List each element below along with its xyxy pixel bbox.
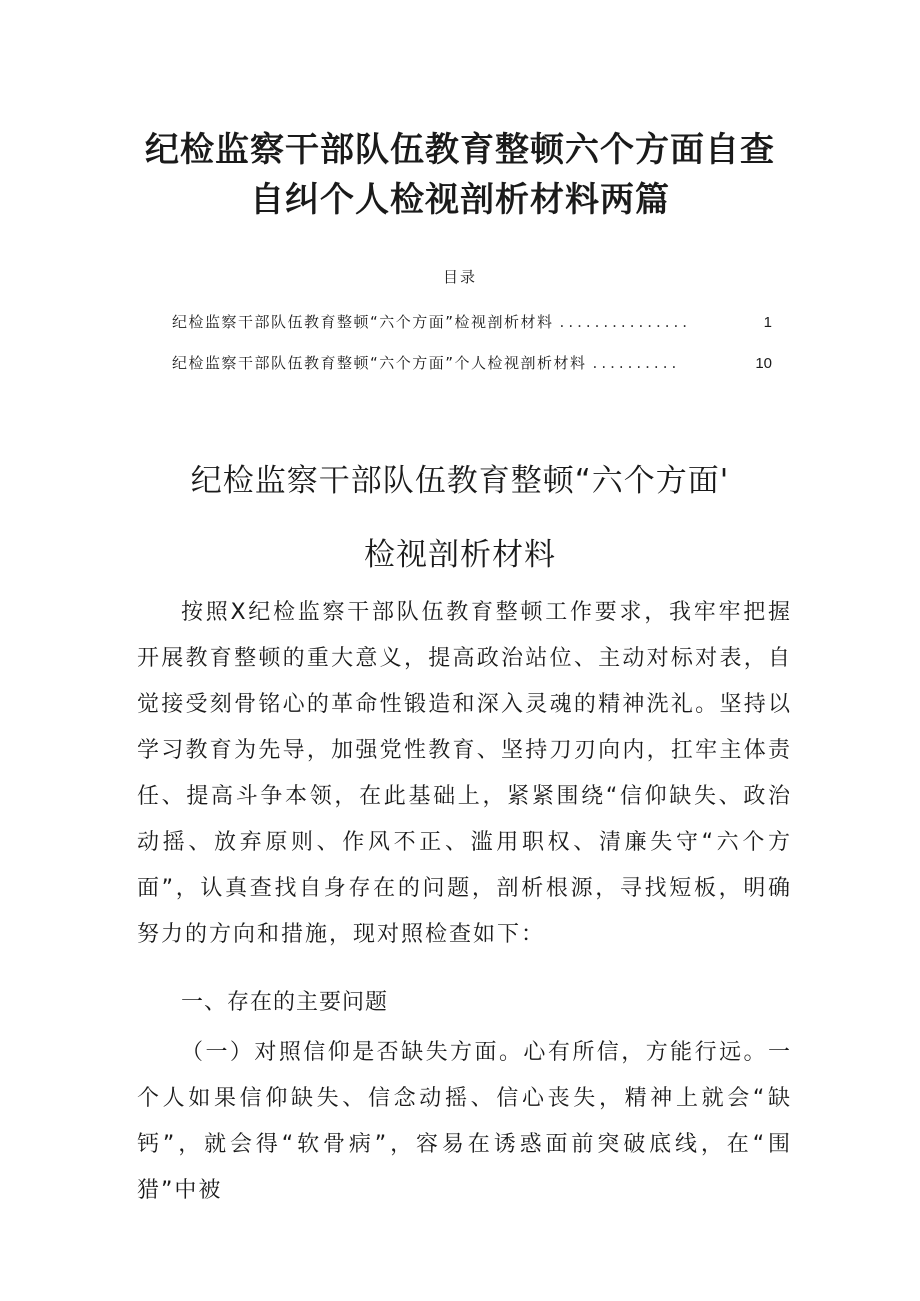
document-title-line1: 纪检监察干部队伍教育整顿六个方面自查 — [145, 130, 775, 170]
toc-heading: 目录 — [442, 268, 477, 286]
document-title-line2: 自纠个人检视剖析材料两篇 — [250, 180, 670, 220]
section-title-line1: 纪检监察干部队伍教育整顿“六个方面' — [190, 463, 730, 499]
intro-paragraph: 按照X纪检监察干部队伍教育整顿工作要求，我牢牢把握开展教育整顿的重大意义，提高政治站位、主动对标对表，自觉接受刻骨铭心的革命性锻造和深入灵魂的精神洗礼。坚持以学习教育为先导，加强党性教育、坚持刀刃向内，扛牢主体责任、提高斗争本领，在此基础上，紧紧围绕“信仰缺失、政治动摇、放弃原则、作风不正、滥用职权、清廉失守“六个方面”，认真查找自身存在的问题，剖析根源，寻找短板，明确努力的方向和措施，现对照检查如下： — [137, 600, 792, 947]
toc-entry[interactable] — [172, 311, 772, 332]
toc-page-number: 10 — [755, 355, 772, 372]
toc-leader-dots: .......... — [592, 354, 681, 372]
toc-entry[interactable] — [172, 352, 772, 373]
toc-entry-text: 纪检监察干部队伍教育整顿“六个方面”个人检视剖析材料 — [172, 354, 587, 372]
body-paragraph: （一）对照信仰是否缺失方面。心有所信，方能行远。一个人如果信仰缺失、信念动摇、信心丧失，精神上就会“缺钙”，就会得“软骨病”，容易在诱惑面前突破底线，在“围猎”中被 — [137, 1040, 792, 1203]
toc-entry-text: 纪检监察干部队伍教育整顿“六个方面”检视剖析材料 — [172, 313, 554, 331]
subheading-main-problems: 一、存在的主要问题 — [181, 990, 389, 1015]
toc-page-number: 1 — [763, 314, 772, 331]
section-title-line2: 检视剖析材料 — [364, 537, 556, 573]
toc-leader-dots: ............... — [559, 313, 692, 331]
